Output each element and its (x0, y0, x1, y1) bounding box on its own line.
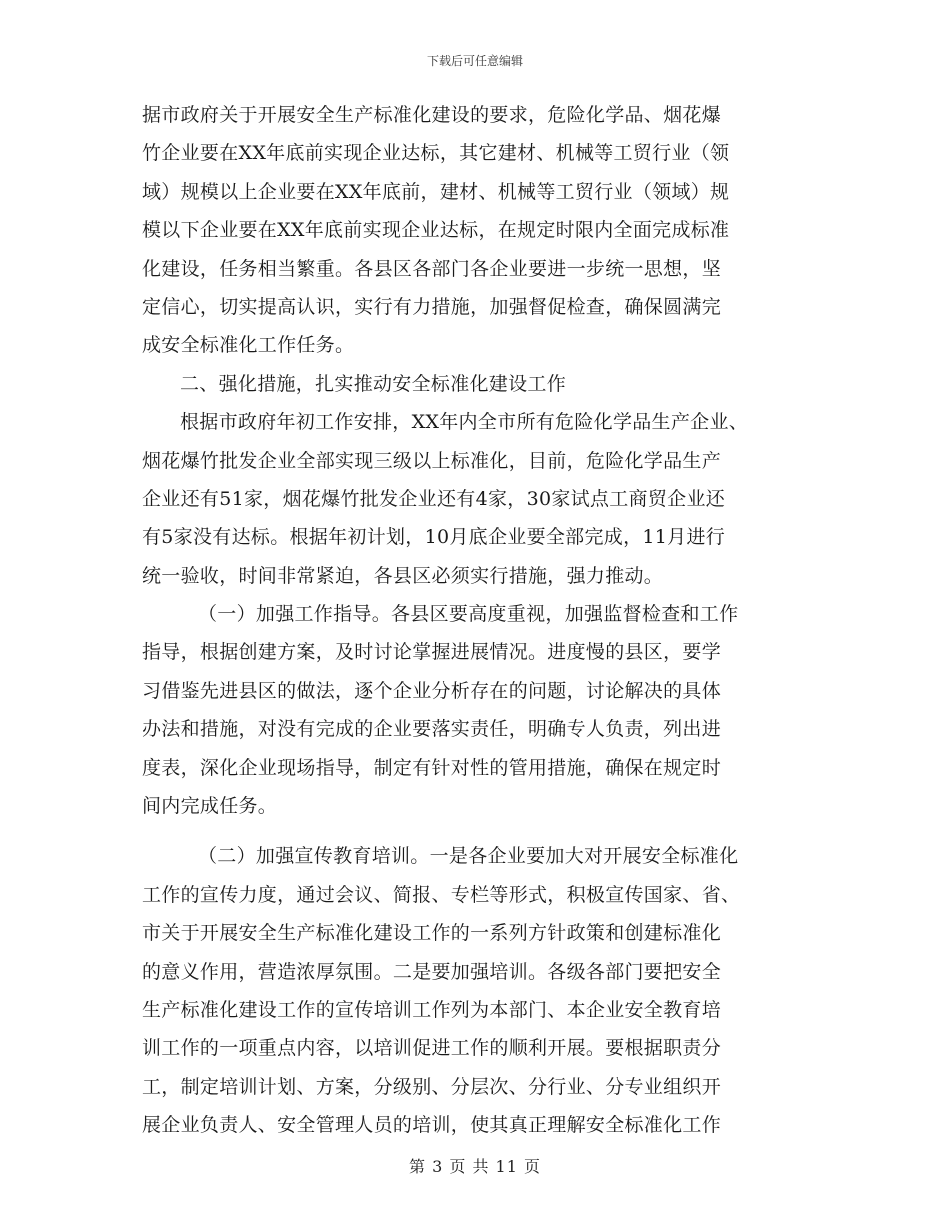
text-line: 指导，根据创建方案，及时讨论掌握进展情况。进度慢的县区，要学 (142, 641, 722, 664)
text-line: 据市政府关于开展安全生产标准化建设的要求，危险化学品、烟花爆 (142, 104, 722, 126)
text-line: 工，制定培训计划、方案，分级别、分层次、分行业、分专业组织开 (142, 1075, 722, 1098)
text-line: 的意义作用，营造浓厚氛围。二是要加强培训。各级各部门要把安全 (142, 960, 722, 983)
section-heading: 二、强化措施，扎实推动安全标准化建设工作 (180, 372, 567, 395)
text-line: 工作的宣传力度，通过会议、简报、专栏等形式，积极宣传国家、省、 (142, 883, 741, 906)
text-line: 有5家没有达标。根据年初计划，10月底企业要全部完成，11月进行 (142, 526, 726, 549)
text-line: 根据市政府年初工作安排，XX年内全市所有危险化学品生产企业、 (180, 411, 749, 434)
text-line: 模以下企业要在XX年底前实现企业达标，在规定时限内全面完成标准 (142, 219, 730, 242)
text-line: 统一验收，时间非常紧迫，各县区必须实行措施，强力推动。 (142, 564, 664, 587)
text-line: 成安全标准化工作任务。 (142, 334, 355, 357)
text-line: 办法和措施，对没有完成的企业要落实责任，明确专人负责，列出进 (142, 718, 722, 741)
text-line: 企业还有51家，烟花爆竹批发企业还有4家，30家试点工商贸企业还 (142, 487, 726, 510)
text-line: 展企业负责人、安全管理人员的培训，使其真正理解安全标准化工作 (142, 1114, 722, 1137)
text-line: 化建设，任务相当繁重。各县区各部门各企业要进一步统一思想，坚 (142, 257, 722, 280)
paragraph-gap (142, 825, 817, 837)
text-line: 度表，深化企业现场指导，制定有针对性的管用措施，确保在规定时 (142, 756, 722, 779)
text-line: 市关于开展安全生产标准化建设工作的一系列方针政策和创建标准化 (142, 922, 722, 945)
subsection-heading: （二）加强宣传教育培训。一是各企业要加大对开展安全标准化 (198, 845, 739, 868)
text-line: 间内完成任务。 (142, 795, 278, 818)
page-header: 下载后可任意编辑 (426, 54, 523, 68)
text-line: 竹企业要在XX年底前实现企业达标，其它建材、机械等工贸行业（领 (142, 142, 730, 165)
text-line: 定信心，切实提高认识，实行有力措施，加强督促检查，确保圆满完 (142, 295, 722, 318)
text-line: 烟花爆竹批发企业全部实现三级以上标准化，目前，危险化学品生产 (142, 449, 722, 472)
text-line: 生产标准化建设工作的宣传培训工作列为本部门、本企业安全教育培 (142, 998, 722, 1021)
page-number: 第 3 页 共 11 页 (409, 1157, 541, 1176)
text-line: 习借鉴先进县区的做法，逐个企业分析存在的问题，讨论解决的具体 (142, 679, 722, 702)
subsection-heading: （一）加强工作指导。各县区要高度重视，加强监督检查和工作 (198, 603, 739, 626)
text-line: 训工作的一项重点内容，以培训促进工作的顺利开展。要根据职责分 (142, 1037, 722, 1060)
document-body (142, 96, 817, 1145)
text-line: 域）规模以上企业要在XX年底前，建材、机械等工贸行业（领域）规 (142, 180, 730, 203)
